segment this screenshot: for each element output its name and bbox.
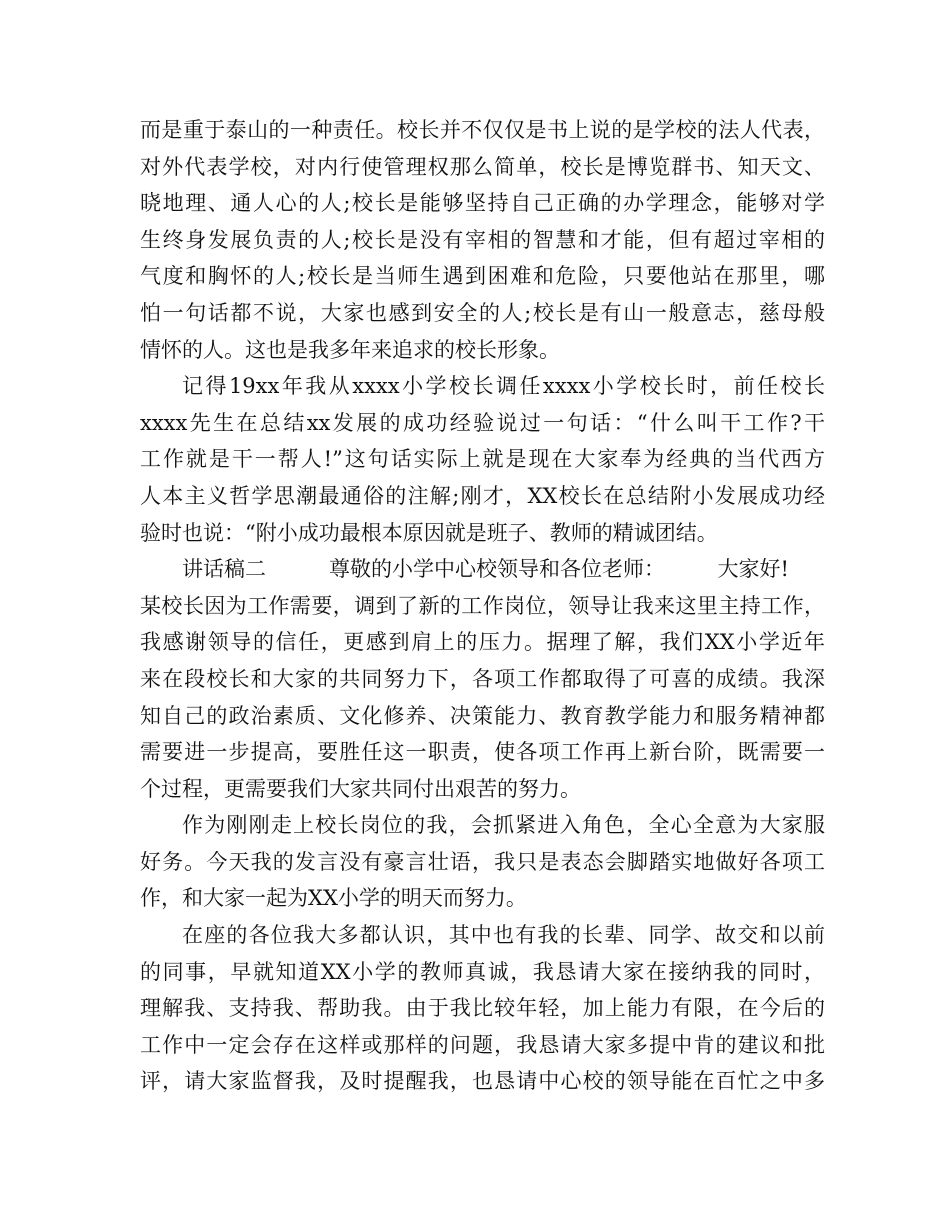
text-line: xxxx先生在总结xx发展的成功经验说过一句话：“什么叫干工作?干 <box>140 410 825 435</box>
text-line: 情怀的人。这也是我多年来追求的校长形象。 <box>140 337 560 362</box>
text-line: 的同事，早就知道XX小学的教师真诚，我恳请大家在接纳我的同时， <box>140 959 825 984</box>
text-line: 作，和大家一起为XX小学的明天而努力。 <box>140 886 527 911</box>
text-line: 记得19xx年我从xxxx小学校长调任xxxx小学校长时，前任校长 <box>182 374 825 399</box>
paragraph <box>140 112 825 368</box>
text-line: 某校长因为工作需要，调到了新的工作岗位，领导让我来这里主持工作， <box>140 593 825 618</box>
text-line: 工作就是干一帮人!”这句话实际上就是现在大家奉为经典的当代西方 <box>140 447 825 472</box>
text-line: 人本主义哲学思潮最通俗的注解;刚才，XX校长在总结附小发展成功经 <box>140 483 825 508</box>
text-line: 评，请大家监督我，及时提醒我，也恳请中心校的领导能在百忙之中多 <box>140 1069 825 1094</box>
text-line: 知自己的政治素质、文化修养、决策能力、教育教学能力和服务精神都 <box>140 703 825 728</box>
paragraph <box>140 368 825 551</box>
paragraph <box>140 807 825 917</box>
text-line: 个过程，更需要我们大家共同付出艰苦的努力。 <box>140 776 581 801</box>
text-line: 生终身发展负责的人;校长是没有宰相的智慧和才能，但有超过宰相的 <box>140 227 825 252</box>
text-line: 来在段校长和大家的共同努力下，各项工作都取得了可喜的成绩。我深 <box>140 666 825 691</box>
text-line: 气度和胸怀的人;校长是当师生遇到困难和危险，只要他站在那里，哪 <box>140 264 825 289</box>
text-line: 在座的各位我大多都认识，其中也有我的长辈、同学、故交和以前 <box>182 923 825 948</box>
text-line: 理解我、支持我、帮助我。由于我比较年轻，加上能力有限，在今后的 <box>140 996 825 1021</box>
text-line: 作为刚刚走上校长岗位的我，会抓紧进入角色，全心全意为大家服 <box>182 813 825 838</box>
text-line: 对外代表学校，对内行使管理权那么简单，校长是博览群书、知天文、 <box>140 154 825 179</box>
text-line: 而是重于泰山的一种责任。校长并不仅仅是书上说的是学校的法人代表， <box>140 118 825 142</box>
document-body <box>140 112 825 1100</box>
text-line: 好务。今天我的发言没有豪言壮语，我只是表态会脚踏实地做好各项工 <box>140 849 825 874</box>
paragraph <box>140 917 825 1100</box>
text-line: 验时也说：“附小成功最根本原因就是班子、教师的精诚团结。 <box>140 520 718 545</box>
text-line: 怕一句话都不说，大家也感到安全的人;校长是有山一般意志，慈母般 <box>140 300 825 325</box>
text-line: 需要进一步提高，要胜任这一职责，使各项工作再上新台阶，既需要一 <box>140 740 825 765</box>
speech-heading-line: 讲话稿二 尊敬的小学中心校领导和各位老师： 大家好! <box>182 557 789 582</box>
text-line: 工作中一定会存在这样或那样的问题，我恳请大家多提中肯的建议和批 <box>140 1032 825 1057</box>
text-line: 晓地理、通人心的人;校长是能够坚持自己正确的办学理念，能够对学 <box>140 191 825 216</box>
paragraph <box>140 551 825 807</box>
text-line: 我感谢领导的信任，更感到肩上的压力。据理了解，我们XX小学近年 <box>140 630 825 655</box>
